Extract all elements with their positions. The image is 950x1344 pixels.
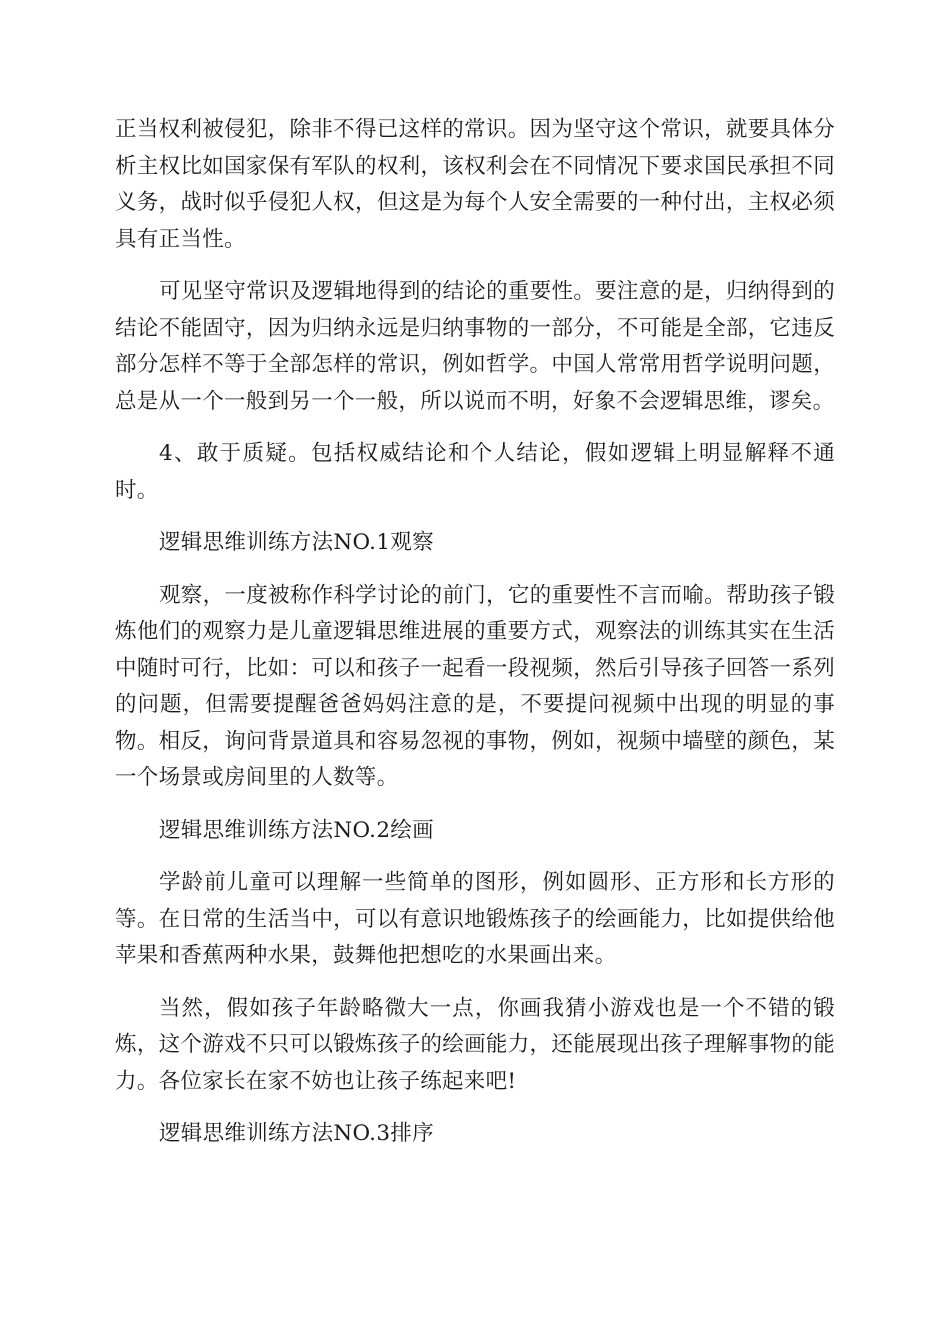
heading-method-2-drawing: 逻辑思维训练方法NO.2绘画 [159, 817, 434, 843]
paragraph-observation: 观察，一度被称作科学讨论的前门，它的重要性不言而喻。帮助孩子锻炼他们的观察力是儿童逻辑思维进展的重要方式，观察法的训练其实在生活中随时可行，比如：可以和孩子一起看一段视频，然后引导孩子回答一系列的问题，但需要提醒爸爸妈妈注意的是，不要提问视频中出现的明显的事物。相反，询问背景道具和容易忽视的事物，例如，视频中墙壁的颜色，某一个场景或房间里的人数等。 [115, 582, 835, 790]
document-page [115, 112, 835, 1169]
paragraph-question-point-4: 4、敢于质疑。包括权威结论和个人结论，假如逻辑上明显解释不通时。 [115, 441, 835, 503]
paragraph-common-sense: 可见坚守常识及逻辑地得到的结论的重要性。要注意的是，归纳得到的结论不能固守，因为归纳永远是归纳事物的一部分，不可能是全部，它违反部分怎样不等于全部怎样的常识，例如哲学。中国人常常用哲学说明问题，总是从一个一般到另一个一般，所以说而不明，好象不会逻辑思维，谬矣。 [115, 279, 835, 414]
paragraph-drawing-game: 当然，假如孩子年龄略微大一点，你画我猜小游戏也是一个不错的锻炼，这个游戏不只可以锻炼孩子的绘画能力，还能展现出孩子理解事物的能力。各位家长在家不妨也让孩子练起来吧! [115, 995, 835, 1094]
paragraph-rights-continuation: 正当权利被侵犯，除非不得已这样的常识。因为坚守这个常识，就要具体分析主权比如国家保有军队的权利，该权利会在不同情况下要求国民承担不同义务，战时似乎侵犯人权，但这是为每个人安全需要的一种付出，主权必须具有正当性。 [115, 117, 835, 252]
heading-method-3-sorting: 逻辑思维训练方法NO.3排序 [159, 1121, 434, 1146]
paragraph-drawing: 学龄前儿童可以理解一些简单的图形，例如圆形、正方形和长方形的等。在日常的生活当中，可以有意识地锻炼孩子的绘画能力，比如提供给他苹果和香蕉两种水果，鼓舞他把想吃的水果画出来。 [115, 870, 835, 968]
heading-method-1-observe: 逻辑思维训练方法NO.1观察 [159, 530, 434, 555]
